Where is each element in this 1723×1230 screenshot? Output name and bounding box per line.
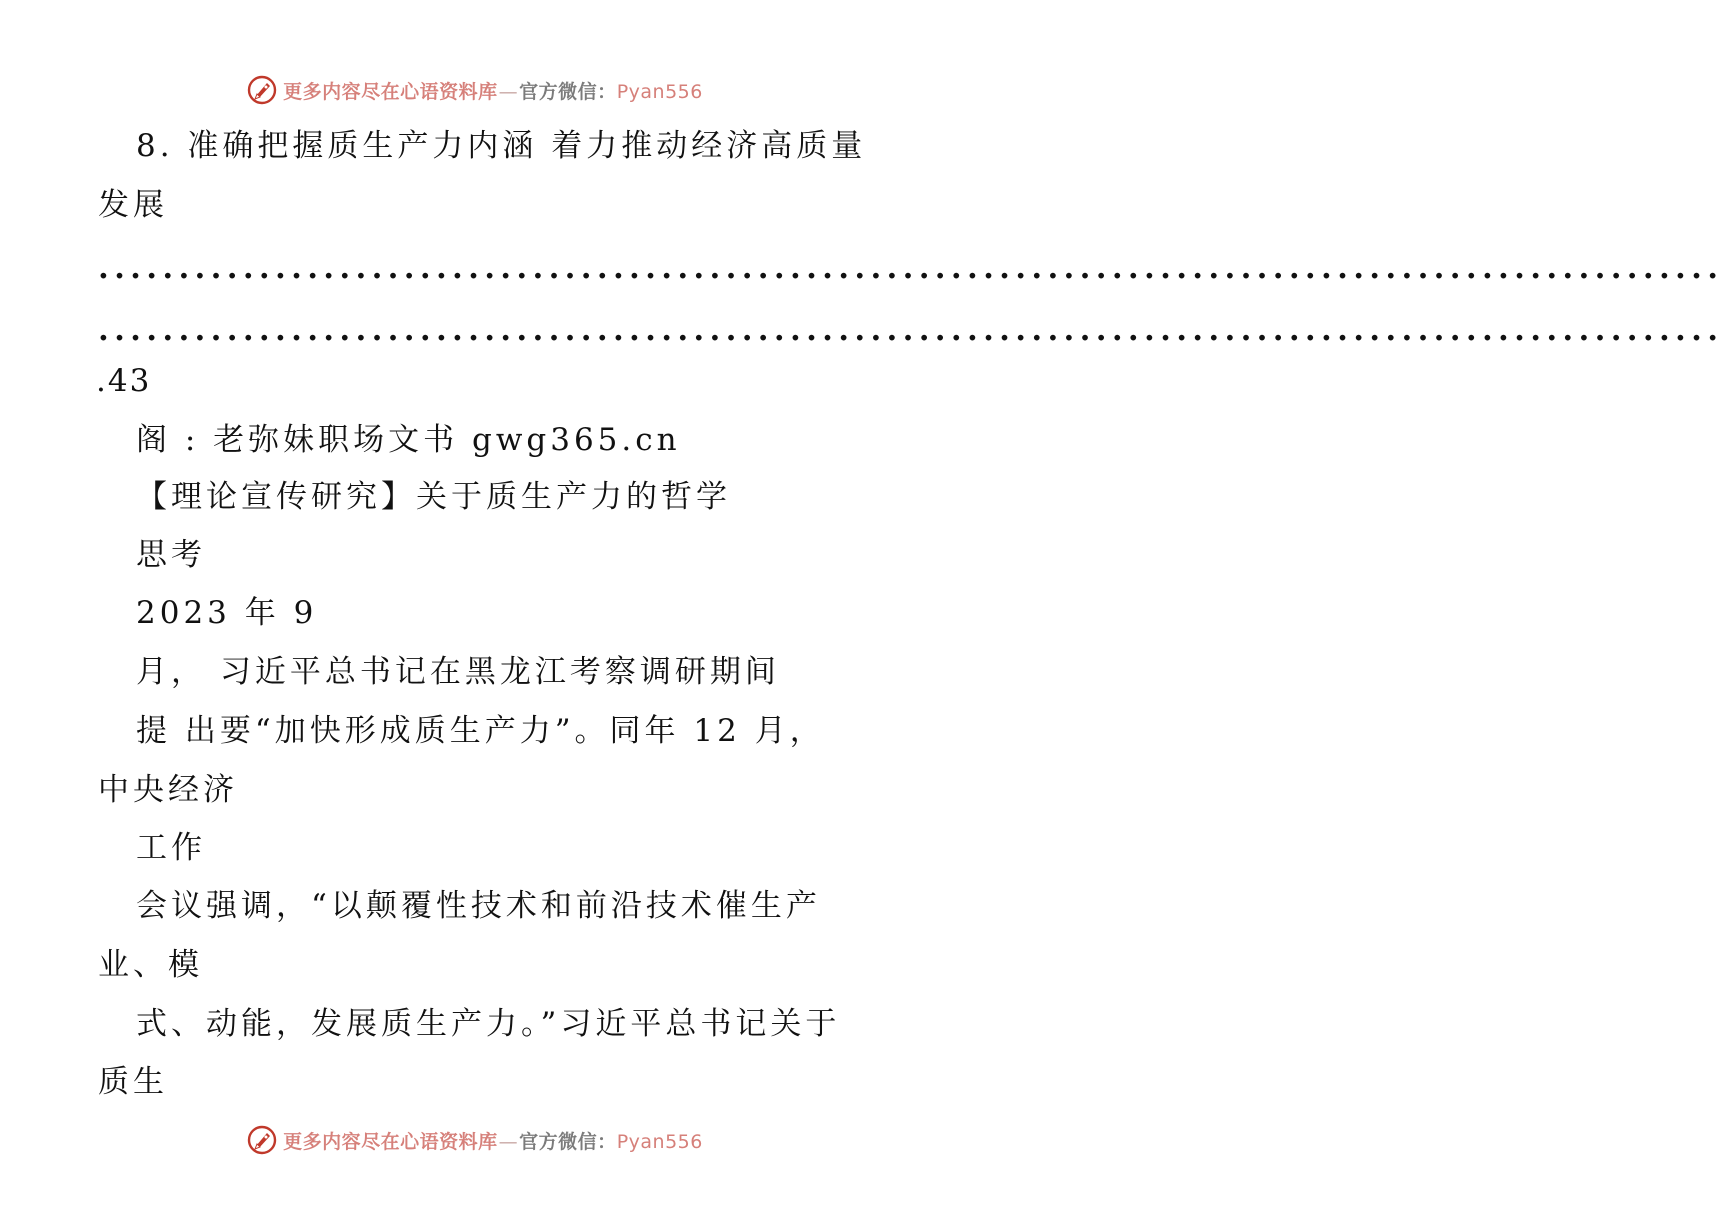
watermark-text: 更多内容尽在心语资料库—官方微信：Pyan556 xyxy=(283,1130,703,1153)
source-credit: 阁 : 老弥妹职场文书 gwg365.cn xyxy=(136,422,681,458)
toc-leader-dots-2: ..................................................................................................... xyxy=(98,312,1723,348)
body-text-line-4: 中央经济 xyxy=(98,772,238,808)
header-watermark xyxy=(0,70,950,110)
body-text-line-9: 质生 xyxy=(98,1064,168,1100)
pen-nib-logo-icon xyxy=(247,1125,277,1155)
watermark-text: 更多内容尽在心语资料库—官方微信：Pyan556 xyxy=(283,80,703,103)
footer-watermark xyxy=(0,1120,950,1160)
body-text-line-6: 会议强调，“以颠覆性技术和前沿技术催生产 xyxy=(136,888,821,924)
pen-nib-logo-icon xyxy=(247,75,277,105)
body-text-line-1: 2023 年 9 xyxy=(136,595,318,631)
body-text-line-2: 月， 习近平总书记在黑龙江考察调研期间 xyxy=(136,654,780,690)
toc-page-number: .43 xyxy=(96,363,152,399)
body-text-line-7: 业、模 xyxy=(98,947,203,983)
body-text-line-3: 提 出要“加快形成质生产力”。同年 12 月， xyxy=(136,713,825,749)
toc-leader-dots-1: ..................................................................................................... xyxy=(98,250,1723,286)
toc-entry-line-1: 8. 准确把握质生产力内涵 着力推动经济高质量 xyxy=(136,128,867,164)
article-title-line-1: 【理论宣传研究】关于质生产力的哲学 xyxy=(136,479,731,515)
body-text-line-8: 式、动能，发展质生产力。”习近平总书记关于 xyxy=(136,1006,841,1042)
article-title-line-2: 思考 xyxy=(136,537,206,573)
body-text-line-5: 工作 xyxy=(136,830,206,866)
toc-entry-line-2: 发展 xyxy=(98,187,168,223)
